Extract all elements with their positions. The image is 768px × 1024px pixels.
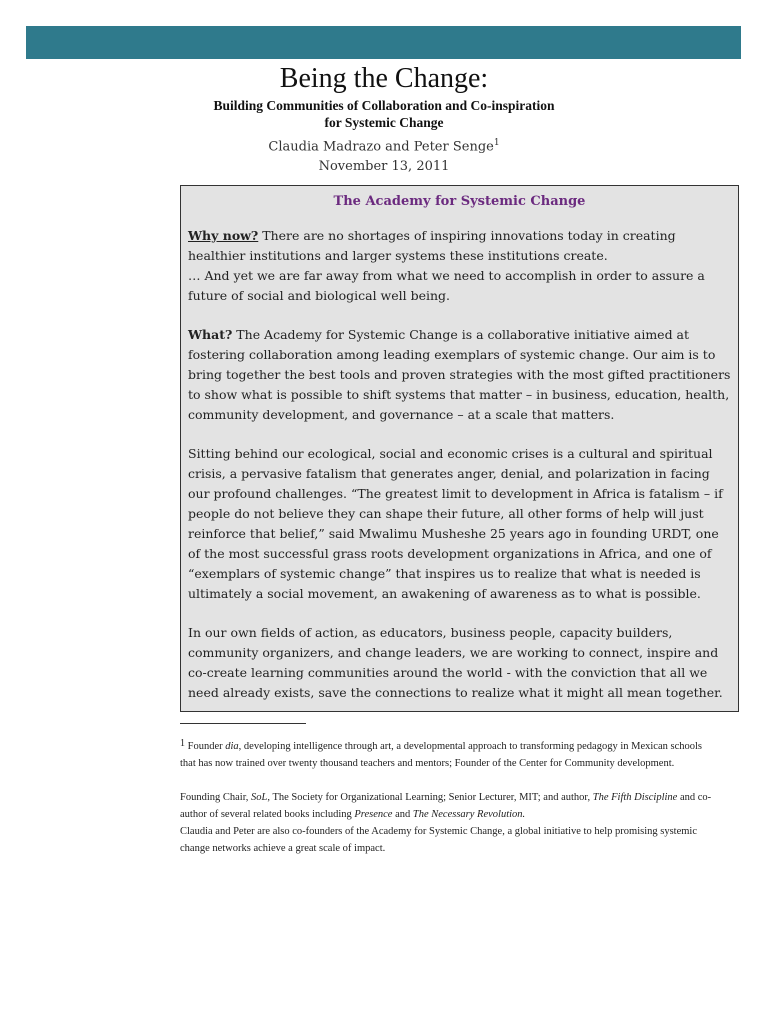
footnotes [180,738,720,874]
author-names: Claudia Madrazo and Peter Senge [268,139,494,155]
subtitle-line-2: for Systemic Change [324,115,444,130]
footnote-3: Claudia and Peter are also co-founders of the Academy for Systemic Change, a global initiative to help promising systemic change networks achieve a great scale of impact. [180,826,697,854]
document-title: Being the Change: [279,63,489,94]
document-date: November 13, 2011 [318,159,450,174]
academy-info-box [180,185,739,712]
footnote-2-text-d: and [392,809,413,820]
what-label: What? [188,327,233,342]
what-paragraph [188,325,731,425]
footnote-2-text-c: and co-author of several related books including [180,792,712,820]
footnote-2-book-2: Presence [354,809,393,820]
footnote-1-dia: dia [225,741,239,752]
fields-of-action-paragraph: In our own fields of action, as educators, business people, capacity builders, community organizers, and change leaders, we are working to connect, inspire and co-create learning communities around the world - with the conviction that all we need already exists, save the connections to realize what it might all mean together. [188,625,723,700]
crisis-paragraph: Sitting behind our ecological, social and economic crises is a cultural and spiritual crisis, a pervasive fatalism that generates anger, denial, and polarization in facing our profound challenges. “The greatest limit to development in Africa is fatalism – if people do not believe they can shape their future, all other forms of help will just reinforce that belief,” said Mwalimu Musheshe 25 years ago in founding URDT, one of the most successful grass roots development organizations in Africa, and one of “exemplars of systemic change” that inspires us to realize that what is needed is ultimately a social movement, an awakening of awareness as to what is possible. [188,446,723,601]
why-now-paragraph [188,226,731,306]
footnote-2-sol: SoL [251,792,268,803]
why-now-label: Why now? [188,228,259,243]
subtitle-line-1: Building Communities of Collaboration and Co-inspiration [213,98,555,113]
footnote-divider [180,723,306,724]
footnote-reference: 1 [493,138,500,148]
header-banner [26,26,741,59]
box-title: The Academy for Systemic Change [333,194,586,209]
why-now-text-2: … And yet we are far away from what we need to accomplish in order to assure a future of social and biological well being. [188,268,705,303]
footnote-1-text-b: , developing intelligence through art, a developmental approach to transforming pedagogy in Mexican schools that has now trained over twenty thousand teachers and mentors; Founder of the Center for Community development. [180,741,702,769]
footnote-2 [180,789,720,823]
what-text: The Academy for Systemic Change is a collaborative initiative aimed at fostering collaboration among leading exemplars of systemic change. Our aim is to bring together the best tools and proven strategies with the most gifted practitioners to show what is possible to shift systems that matter – in business, education, health, community development, and governance – at a scale that matters. [188,327,731,422]
footnote-1-text-a: Founder [185,741,226,752]
document-subtitle [0,97,768,131]
footnote-1 [180,738,720,772]
footnote-2-text-a: Founding Chair, [180,792,252,803]
footnote-mark: 1 [180,738,185,749]
footnote-2-book-1: The Fifth Discipline [592,792,678,803]
footnote-2-text-b: , The Society for Organizational Learning; Senior Lecturer, MIT; and author, [267,792,593,803]
authors [0,134,768,156]
why-now-text: There are no shortages of inspiring innovations today in creating healthier institutions and larger systems these institutions create. [188,228,676,263]
footnote-2-book-3: The Necessary Revolution. [412,809,526,820]
